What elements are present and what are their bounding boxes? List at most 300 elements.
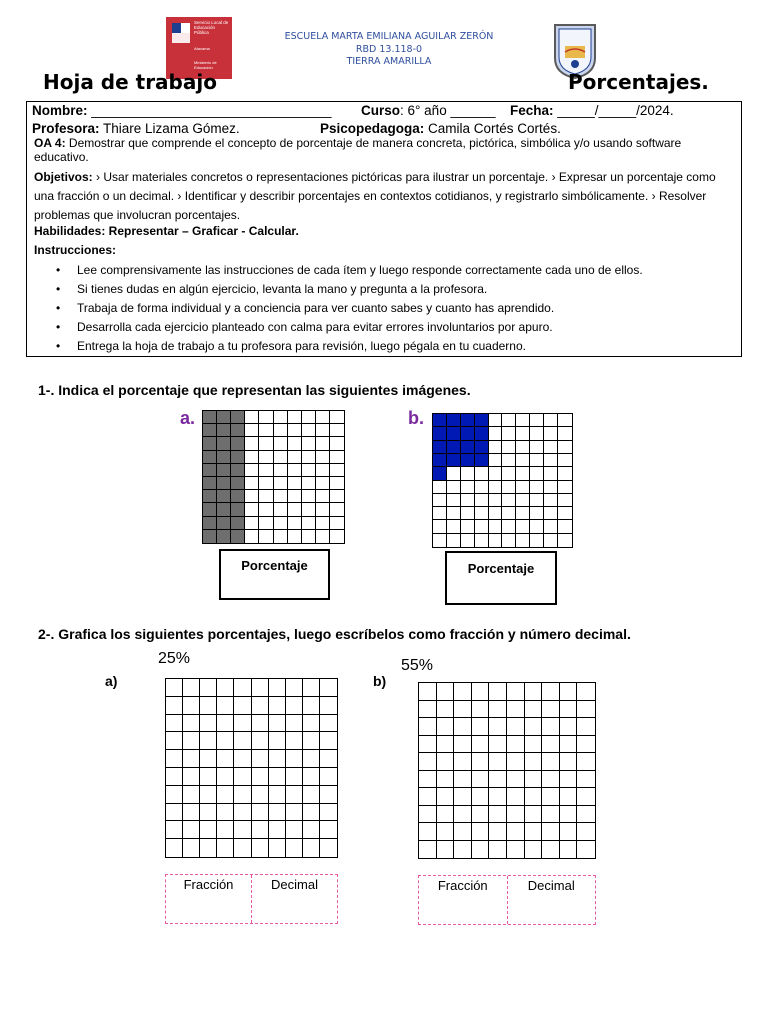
grid-cell[interactable] xyxy=(166,821,183,839)
grid-cell[interactable] xyxy=(183,768,200,786)
grid-cell[interactable] xyxy=(472,771,490,789)
grid-cell[interactable] xyxy=(525,841,543,859)
fraction-cell-b[interactable]: Fracción xyxy=(437,878,488,893)
grid-cell xyxy=(302,451,316,464)
grid-cell[interactable] xyxy=(507,701,525,719)
grid-cell xyxy=(316,424,330,437)
grid-cell xyxy=(516,520,530,533)
question-1: 1-. Indica el porcentaje que representan las siguientes imágenes. xyxy=(38,382,471,398)
grid-cell[interactable] xyxy=(507,718,525,736)
grid-cell[interactable] xyxy=(437,806,455,824)
chile-flag-icon xyxy=(172,23,190,43)
grid-cell[interactable] xyxy=(286,768,303,786)
grid-cell[interactable] xyxy=(269,750,286,768)
grid-cell[interactable] xyxy=(303,839,320,857)
grid-cell[interactable] xyxy=(472,788,490,806)
grid-cell[interactable] xyxy=(472,841,490,859)
label-b-paren: b) xyxy=(373,673,387,689)
slep-logo-text: Servicio Local de Educación Pública xyxy=(194,20,229,35)
grid-cell[interactable] xyxy=(217,679,234,697)
grid-cell[interactable] xyxy=(217,821,234,839)
grid-cell[interactable] xyxy=(286,715,303,733)
grid-cell[interactable] xyxy=(320,750,337,768)
grid-cell[interactable] xyxy=(472,683,490,701)
grid-cell[interactable] xyxy=(542,736,560,754)
porcentaje-box-a[interactable] xyxy=(219,549,330,600)
grid-cell[interactable] xyxy=(542,806,560,824)
grid-cell[interactable] xyxy=(437,736,455,754)
grid-cell[interactable] xyxy=(217,715,234,733)
grid-cell[interactable] xyxy=(200,768,217,786)
grid-cell xyxy=(302,517,316,530)
grid-cell xyxy=(302,411,316,424)
grid-cell[interactable] xyxy=(217,804,234,822)
grid-cell[interactable] xyxy=(200,786,217,804)
grid-cell[interactable] xyxy=(234,821,251,839)
grid-cell[interactable] xyxy=(320,732,337,750)
grid-cell[interactable] xyxy=(577,701,595,719)
grid-cell[interactable] xyxy=(489,683,507,701)
grid-cell[interactable] xyxy=(489,736,507,754)
grid-cell[interactable] xyxy=(489,788,507,806)
grid-cell[interactable] xyxy=(437,683,455,701)
grid-cell[interactable] xyxy=(183,750,200,768)
grid-cell[interactable] xyxy=(234,732,251,750)
grid-cell[interactable] xyxy=(286,786,303,804)
grid-cell[interactable] xyxy=(320,679,337,697)
porcentaje-box-b[interactable] xyxy=(445,551,557,605)
grid-cell[interactable] xyxy=(507,788,525,806)
shaded-cell xyxy=(461,414,475,427)
grid-cell xyxy=(489,494,503,507)
grid-cell[interactable] xyxy=(183,697,200,715)
grid-cell xyxy=(330,424,344,437)
grid-cell[interactable] xyxy=(542,753,560,771)
grid-cell[interactable] xyxy=(472,823,490,841)
shaded-cell xyxy=(475,454,489,467)
grid-cell[interactable] xyxy=(419,771,437,789)
grid-cell[interactable] xyxy=(183,679,200,697)
grid-cell[interactable] xyxy=(472,718,490,736)
grid-cell xyxy=(502,454,516,467)
grid-cell[interactable] xyxy=(252,679,269,697)
student-info-row xyxy=(32,103,332,118)
grid-cell[interactable] xyxy=(303,697,320,715)
grid-cell[interactable] xyxy=(286,821,303,839)
grid-cell[interactable] xyxy=(577,753,595,771)
grid-cell[interactable] xyxy=(252,786,269,804)
grid-cell xyxy=(461,494,475,507)
grid-cell[interactable] xyxy=(183,821,200,839)
fecha-field[interactable]: _____/_____/2024. xyxy=(553,103,674,118)
grid-cell[interactable] xyxy=(454,771,472,789)
shaded-cell xyxy=(231,411,245,424)
instruction-item: • Desarrolla cada ejercicio planteado con calma para evitar errores involuntarios por apuro. xyxy=(56,318,643,337)
grid-cell xyxy=(502,414,516,427)
grid-cell[interactable] xyxy=(542,718,560,736)
grid-cell xyxy=(475,507,489,520)
grid-cell[interactable] xyxy=(560,771,578,789)
grid-cell[interactable] xyxy=(472,753,490,771)
curso-group xyxy=(361,103,496,118)
grid-cell[interactable] xyxy=(252,839,269,857)
grid-cell[interactable] xyxy=(577,841,595,859)
grid-cell[interactable] xyxy=(419,788,437,806)
grid-cell[interactable] xyxy=(542,823,560,841)
grid-cell xyxy=(502,494,516,507)
shaded-cell xyxy=(461,441,475,454)
grid-cell[interactable] xyxy=(269,715,286,733)
grid-cell[interactable] xyxy=(542,701,560,719)
grid-cell[interactable] xyxy=(269,768,286,786)
grid-cell xyxy=(530,441,544,454)
grid-cell[interactable] xyxy=(234,697,251,715)
grid-cell[interactable] xyxy=(217,768,234,786)
grid-cell xyxy=(544,441,558,454)
grid-cell[interactable] xyxy=(437,841,455,859)
grid-cell[interactable] xyxy=(320,715,337,733)
grid-cell[interactable] xyxy=(577,771,595,789)
grid-cell[interactable] xyxy=(560,841,578,859)
grid-cell[interactable] xyxy=(472,701,490,719)
grid-cell[interactable] xyxy=(542,771,560,789)
grid-cell xyxy=(544,414,558,427)
grid-cell[interactable] xyxy=(454,806,472,824)
grid-cell[interactable] xyxy=(303,732,320,750)
grid-cell[interactable] xyxy=(320,768,337,786)
grid-cell[interactable] xyxy=(419,753,437,771)
grid-cell[interactable] xyxy=(286,732,303,750)
grid-cell xyxy=(288,464,302,477)
grid-cell[interactable] xyxy=(525,806,543,824)
grid-cell xyxy=(330,477,344,490)
grid-cell[interactable] xyxy=(507,823,525,841)
grid-cell[interactable] xyxy=(507,736,525,754)
grid-cell[interactable] xyxy=(419,683,437,701)
shaded-cell xyxy=(475,414,489,427)
grid-cell xyxy=(316,411,330,424)
grid-cell[interactable] xyxy=(525,683,543,701)
grid-cell[interactable] xyxy=(489,823,507,841)
grid-cell[interactable] xyxy=(252,732,269,750)
grid-cell[interactable] xyxy=(577,736,595,754)
nombre-label: Nombre: xyxy=(32,103,88,118)
grid-cell xyxy=(489,454,503,467)
grid-cell[interactable] xyxy=(166,804,183,822)
grid-cell xyxy=(530,414,544,427)
grid-cell xyxy=(475,520,489,533)
grid-cell[interactable] xyxy=(166,768,183,786)
grid-cell xyxy=(516,481,530,494)
school-name: ESCUELA MARTA EMILIANA AGUILAR ZERÓN xyxy=(284,31,494,42)
grid-cell xyxy=(558,481,572,494)
grid-cell xyxy=(544,427,558,440)
grid-cell[interactable] xyxy=(577,718,595,736)
instructions-heading: Instrucciones: xyxy=(34,243,117,257)
grid-cell[interactable] xyxy=(489,771,507,789)
grid-cell[interactable] xyxy=(525,701,543,719)
grid-cell[interactable] xyxy=(303,804,320,822)
grid-cell[interactable] xyxy=(303,821,320,839)
grid-cell[interactable] xyxy=(234,804,251,822)
grid-cell[interactable] xyxy=(200,679,217,697)
grid-cell[interactable] xyxy=(525,736,543,754)
instruction-item: • Si tienes dudas en algún ejercicio, levanta la mano y pregunta a la profesora. xyxy=(56,280,643,299)
grid-cell xyxy=(288,517,302,530)
grid-cell[interactable] xyxy=(166,697,183,715)
grid-cell[interactable] xyxy=(269,697,286,715)
grid-cell xyxy=(330,490,344,503)
grid-cell[interactable] xyxy=(525,771,543,789)
grid-cell[interactable] xyxy=(183,839,200,857)
shaded-cell xyxy=(203,411,217,424)
grid-cell xyxy=(544,467,558,480)
grid-cell[interactable] xyxy=(577,823,595,841)
school-rbd: RBD 13.118-0 xyxy=(355,43,423,55)
grid-cell[interactable] xyxy=(489,718,507,736)
shaded-cell xyxy=(217,411,231,424)
grid-cell[interactable] xyxy=(166,732,183,750)
grid-cell xyxy=(516,534,530,547)
grid-cell[interactable] xyxy=(303,786,320,804)
grid-cell[interactable] xyxy=(252,821,269,839)
percent-b: 55% xyxy=(401,657,434,674)
shaded-cell xyxy=(203,464,217,477)
grid-cell[interactable] xyxy=(234,786,251,804)
grid-cell[interactable] xyxy=(507,841,525,859)
grid-cell[interactable] xyxy=(437,701,455,719)
slep-logo-sub: Atacama xyxy=(194,46,210,51)
grid-cell[interactable] xyxy=(217,786,234,804)
grid-cell xyxy=(544,520,558,533)
grid-cell[interactable] xyxy=(419,823,437,841)
grid-cell xyxy=(274,437,288,450)
grid-cell[interactable] xyxy=(454,788,472,806)
grid-cell[interactable] xyxy=(200,697,217,715)
grid-cell[interactable] xyxy=(166,715,183,733)
grid-cell[interactable] xyxy=(525,823,543,841)
grid-cell[interactable] xyxy=(234,839,251,857)
porcentaje-label-a: Porcentaje xyxy=(241,558,308,573)
porcentaje-label-b: Porcentaje xyxy=(467,561,535,576)
grid-cell[interactable] xyxy=(286,750,303,768)
grid-cell xyxy=(259,477,273,490)
grid-cell[interactable] xyxy=(525,788,543,806)
grid-cell[interactable] xyxy=(303,768,320,786)
shaded-cell xyxy=(231,437,245,450)
grid-cell[interactable] xyxy=(286,697,303,715)
grid-cell[interactable] xyxy=(252,750,269,768)
grid-cell xyxy=(259,490,273,503)
grid-cell[interactable] xyxy=(507,806,525,824)
grid-cell xyxy=(245,530,259,543)
grid-cell[interactable] xyxy=(286,679,303,697)
hundred-grid-b xyxy=(432,413,573,548)
grid-cell[interactable] xyxy=(489,701,507,719)
grid-cell[interactable] xyxy=(542,683,560,701)
grid-cell[interactable] xyxy=(234,679,251,697)
grid-cell[interactable] xyxy=(542,841,560,859)
grid-cell[interactable] xyxy=(303,715,320,733)
grid-cell xyxy=(489,481,503,494)
blank-grid-b[interactable] xyxy=(418,682,596,859)
grid-cell[interactable] xyxy=(166,786,183,804)
grid-cell[interactable] xyxy=(489,841,507,859)
shaded-cell xyxy=(203,424,217,437)
instruction-item: • Trabaja de forma individual y a conciencia para ver cuanto sabes y cuanto has aprendido. xyxy=(56,299,643,318)
grid-cell[interactable] xyxy=(419,701,437,719)
grid-cell xyxy=(544,494,558,507)
grid-cell[interactable] xyxy=(269,679,286,697)
grid-cell[interactable] xyxy=(525,718,543,736)
grid-cell[interactable] xyxy=(252,768,269,786)
grid-cell xyxy=(245,464,259,477)
grid-cell[interactable] xyxy=(577,683,595,701)
grid-cell[interactable] xyxy=(489,806,507,824)
grid-cell[interactable] xyxy=(252,804,269,822)
grid-cell xyxy=(302,437,316,450)
grid-cell xyxy=(461,481,475,494)
grid-cell[interactable] xyxy=(437,788,455,806)
grid-cell[interactable] xyxy=(200,804,217,822)
grid-cell[interactable] xyxy=(303,750,320,768)
grid-cell xyxy=(245,424,259,437)
grid-cell[interactable] xyxy=(489,753,507,771)
grid-cell[interactable] xyxy=(454,841,472,859)
fraction-cell-a[interactable]: Fracción xyxy=(183,877,234,892)
grid-cell xyxy=(447,467,461,480)
decimal-cell-b[interactable]: Decimal xyxy=(507,876,596,924)
grid-cell[interactable] xyxy=(252,715,269,733)
grid-cell[interactable] xyxy=(269,839,286,857)
grid-cell[interactable] xyxy=(560,788,578,806)
grid-cell[interactable] xyxy=(234,750,251,768)
grid-cell[interactable] xyxy=(320,804,337,822)
shaded-cell xyxy=(433,467,447,480)
worksheet-topic: Porcentajes. xyxy=(568,70,709,94)
grid-cell[interactable] xyxy=(286,839,303,857)
grid-cell[interactable] xyxy=(419,806,437,824)
grid-cell[interactable] xyxy=(269,786,286,804)
grid-cell xyxy=(558,534,572,547)
grid-cell[interactable] xyxy=(472,806,490,824)
grid-cell[interactable] xyxy=(454,701,472,719)
grid-cell[interactable] xyxy=(217,732,234,750)
grid-cell[interactable] xyxy=(303,679,320,697)
grid-cell[interactable] xyxy=(234,768,251,786)
grid-cell[interactable] xyxy=(454,736,472,754)
grid-cell[interactable] xyxy=(560,718,578,736)
grid-cell[interactable] xyxy=(525,753,543,771)
grid-cell[interactable] xyxy=(507,771,525,789)
grid-cell xyxy=(544,507,558,520)
grid-cell[interactable] xyxy=(320,821,337,839)
grid-cell[interactable] xyxy=(419,841,437,859)
grid-cell[interactable] xyxy=(437,771,455,789)
grid-cell[interactable] xyxy=(166,750,183,768)
grid-cell xyxy=(274,517,288,530)
grid-cell[interactable] xyxy=(560,806,578,824)
grid-cell[interactable] xyxy=(269,821,286,839)
grid-cell[interactable] xyxy=(200,839,217,857)
grid-cell xyxy=(516,454,530,467)
grid-cell xyxy=(316,451,330,464)
grid-cell xyxy=(259,451,273,464)
grid-cell[interactable] xyxy=(269,732,286,750)
nombre-field[interactable]: ________________________________ xyxy=(87,103,332,118)
grid-cell[interactable] xyxy=(183,715,200,733)
grid-cell[interactable] xyxy=(217,697,234,715)
grid-cell[interactable] xyxy=(320,697,337,715)
grid-cell[interactable] xyxy=(200,732,217,750)
grid-cell[interactable] xyxy=(183,732,200,750)
shaded-cell xyxy=(217,503,231,516)
grid-cell xyxy=(288,477,302,490)
grid-cell[interactable] xyxy=(419,718,437,736)
grid-cell[interactable] xyxy=(437,718,455,736)
grid-cell xyxy=(245,503,259,516)
grid-cell[interactable] xyxy=(269,804,286,822)
grid-cell[interactable] xyxy=(234,715,251,733)
grid-cell xyxy=(489,441,503,454)
grid-cell[interactable] xyxy=(183,786,200,804)
grid-cell[interactable] xyxy=(437,753,455,771)
grid-cell[interactable] xyxy=(252,697,269,715)
blank-grid-a[interactable] xyxy=(165,678,338,858)
grid-cell xyxy=(489,427,503,440)
grid-cell[interactable] xyxy=(542,788,560,806)
grid-cell[interactable] xyxy=(472,736,490,754)
grid-cell[interactable] xyxy=(560,701,578,719)
grid-cell[interactable] xyxy=(454,823,472,841)
grid-cell[interactable] xyxy=(507,753,525,771)
grid-cell[interactable] xyxy=(454,753,472,771)
grid-cell xyxy=(330,451,344,464)
grid-cell[interactable] xyxy=(454,718,472,736)
grid-cell[interactable] xyxy=(183,804,200,822)
grid-cell[interactable] xyxy=(560,736,578,754)
grid-cell xyxy=(259,503,273,516)
grid-cell xyxy=(530,494,544,507)
grid-cell[interactable] xyxy=(454,683,472,701)
grid-cell[interactable] xyxy=(286,804,303,822)
grid-cell[interactable] xyxy=(320,839,337,857)
grid-cell[interactable] xyxy=(217,750,234,768)
grid-cell[interactable] xyxy=(560,683,578,701)
grid-cell[interactable] xyxy=(577,806,595,824)
grid-cell[interactable] xyxy=(200,750,217,768)
grid-cell[interactable] xyxy=(507,683,525,701)
grid-cell xyxy=(302,503,316,516)
grid-cell[interactable] xyxy=(320,786,337,804)
grid-cell[interactable] xyxy=(200,715,217,733)
grid-cell[interactable] xyxy=(166,839,183,857)
grid-cell[interactable] xyxy=(200,821,217,839)
grid-cell[interactable] xyxy=(217,839,234,857)
oa-text: Demostrar que comprende el concepto de porcentaje de manera concreta, pictórica, simbólica y/o usando software educativo. xyxy=(34,136,682,164)
grid-cell[interactable] xyxy=(560,823,578,841)
grid-cell[interactable] xyxy=(419,736,437,754)
decimal-cell-a[interactable]: Decimal xyxy=(251,875,337,923)
grid-cell xyxy=(558,427,572,440)
grid-cell[interactable] xyxy=(577,788,595,806)
grid-cell[interactable] xyxy=(560,753,578,771)
shaded-cell xyxy=(217,530,231,543)
grid-cell[interactable] xyxy=(166,679,183,697)
grid-cell xyxy=(447,507,461,520)
grid-cell[interactable] xyxy=(437,823,455,841)
curso-field[interactable]: : 6° año ______ xyxy=(400,103,496,118)
